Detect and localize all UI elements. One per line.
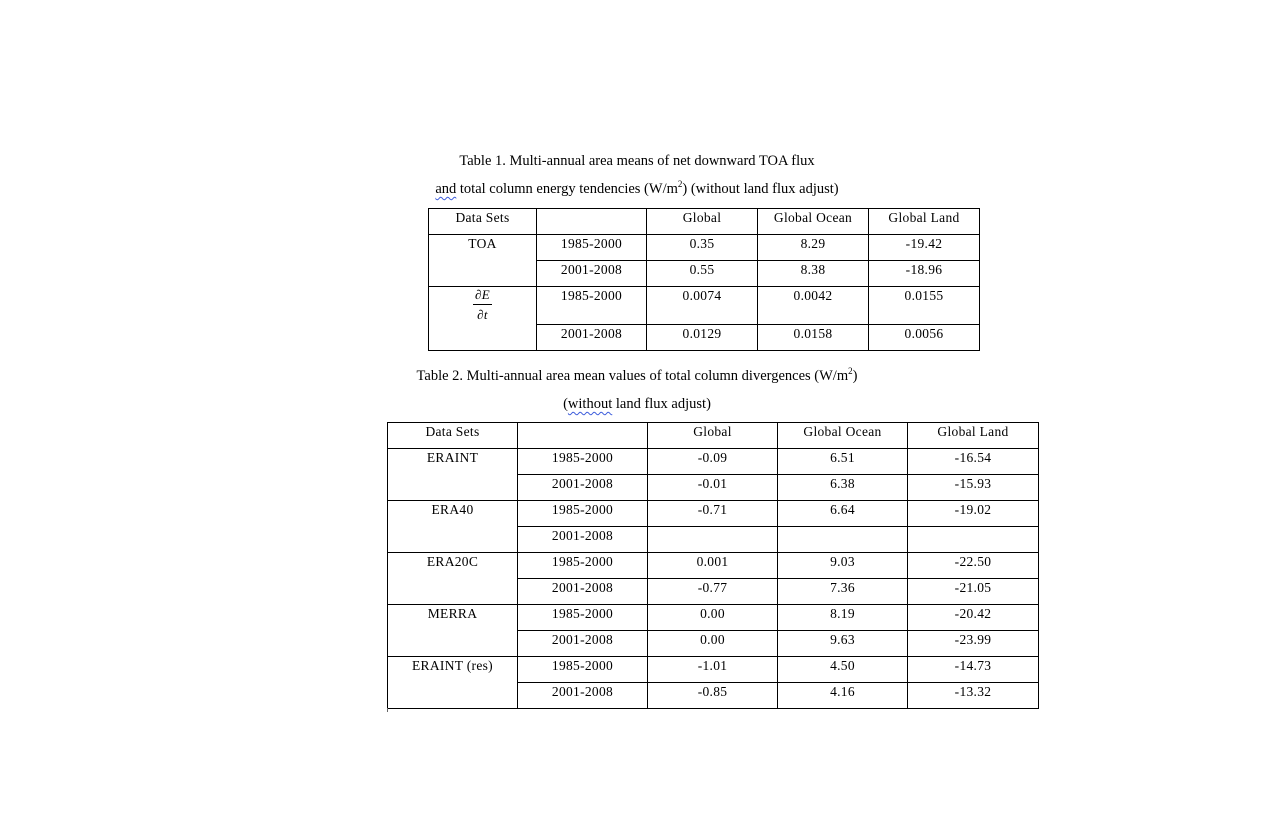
global-cell: -0.77 — [648, 579, 778, 605]
ocean-cell: 9.03 — [778, 553, 908, 579]
land-cell: -19.02 — [908, 501, 1039, 527]
table-row — [429, 261, 980, 287]
table-row — [429, 287, 980, 325]
period-cell: 2001-2008 — [518, 683, 648, 709]
dataset-name-cell-empty — [388, 683, 518, 709]
paragraph-mark — [387, 708, 388, 712]
land-cell: 0.0056 — [869, 324, 980, 350]
period-cell: 1985-2000 — [537, 235, 647, 261]
header-cell — [518, 423, 648, 449]
ocean-cell: 6.51 — [778, 449, 908, 475]
global-cell: -1.01 — [648, 657, 778, 683]
spellcheck-word[interactable]: without — [567, 396, 613, 412]
table-row — [429, 235, 980, 261]
table-row — [388, 449, 1039, 475]
ocean-cell: 8.19 — [778, 605, 908, 631]
ocean-cell: 4.16 — [778, 683, 908, 709]
table-row — [388, 527, 1039, 553]
dataset-name-cell-empty — [388, 475, 518, 501]
ocean-cell: 4.50 — [778, 657, 908, 683]
global-cell: 0.35 — [647, 235, 758, 261]
global-cell: -0.01 — [648, 475, 778, 501]
fraction-denominator: ∂t — [477, 307, 488, 322]
header-cell: Global — [648, 423, 778, 449]
table1-caption-text: Table 1. Multi-annual area means of net downward TOA flux — [459, 153, 815, 169]
table2-caption-text-rest: land flux adjust) — [612, 396, 711, 412]
table-row — [388, 553, 1039, 579]
superscript: 2 — [848, 366, 853, 376]
header-cell: Data Sets — [429, 209, 537, 235]
land-cell: -21.05 — [908, 579, 1039, 605]
global-cell: 0.00 — [648, 631, 778, 657]
table-row — [388, 579, 1039, 605]
dataset-name-cell: MERRA — [388, 605, 518, 631]
global-cell: 0.55 — [647, 261, 758, 287]
period-cell: 2001-2008 — [518, 631, 648, 657]
dataset-name-cell-empty — [429, 261, 537, 287]
period-cell: 2001-2008 — [537, 261, 647, 287]
land-cell: -16.54 — [908, 449, 1039, 475]
global-cell: 0.001 — [648, 553, 778, 579]
partial-derivative-fraction — [473, 287, 492, 323]
period-cell: 2001-2008 — [518, 527, 648, 553]
land-cell: -22.50 — [908, 553, 1039, 579]
global-cell — [648, 527, 778, 553]
dataset-name-cell: TOA — [429, 235, 537, 261]
ocean-cell: 7.36 — [778, 579, 908, 605]
land-cell: -18.96 — [869, 261, 980, 287]
derivative-cell — [429, 287, 537, 325]
table2-caption-paren: ( — [563, 396, 568, 412]
table1-caption-line1 — [0, 151, 1274, 171]
period-cell: 1985-2000 — [518, 553, 648, 579]
dataset-name-cell: ERAINT (res) — [388, 657, 518, 683]
table2-caption-line2 — [0, 394, 1274, 414]
table1 — [428, 208, 980, 351]
fraction-numerator: ∂E — [473, 287, 492, 305]
table2-caption-text-b: ) — [852, 368, 858, 384]
header-cell: Global — [647, 209, 758, 235]
land-cell: -14.73 — [908, 657, 1039, 683]
period-cell: 1985-2000 — [537, 287, 647, 325]
header-cell: Global Land — [869, 209, 980, 235]
table-row — [388, 657, 1039, 683]
land-cell: -13.32 — [908, 683, 1039, 709]
land-cell: -15.93 — [908, 475, 1039, 501]
dataset-name-cell-empty — [388, 631, 518, 657]
period-cell: 1985-2000 — [518, 605, 648, 631]
table-row — [388, 605, 1039, 631]
superscript: 2 — [677, 179, 683, 189]
period-cell: 1985-2000 — [518, 449, 648, 475]
land-cell: -19.42 — [869, 235, 980, 261]
period-cell: 2001-2008 — [537, 324, 647, 350]
spellcheck-word[interactable]: and — [435, 181, 457, 197]
period-cell: 2001-2008 — [518, 475, 648, 501]
header-cell: Global Ocean — [778, 423, 908, 449]
land-cell: -23.99 — [908, 631, 1039, 657]
table-header-row — [429, 209, 980, 235]
ocean-cell: 8.38 — [758, 261, 869, 287]
header-cell — [537, 209, 647, 235]
header-cell: Data Sets — [388, 423, 518, 449]
global-cell: -0.09 — [648, 449, 778, 475]
dataset-name-cell: ERA40 — [388, 501, 518, 527]
period-cell: 1985-2000 — [518, 657, 648, 683]
ocean-cell: 0.0158 — [758, 324, 869, 350]
table-row — [388, 501, 1039, 527]
land-cell — [908, 527, 1039, 553]
table2-caption-line1 — [0, 366, 1274, 386]
table2 — [387, 422, 1039, 709]
ocean-cell: 6.38 — [778, 475, 908, 501]
global-cell: -0.71 — [648, 501, 778, 527]
table-header-row — [388, 423, 1039, 449]
global-cell: -0.85 — [648, 683, 778, 709]
dataset-name-cell-empty — [388, 527, 518, 553]
dataset-name-cell: ERAINT — [388, 449, 518, 475]
header-cell: Global Ocean — [758, 209, 869, 235]
ocean-cell — [778, 527, 908, 553]
ocean-cell: 6.64 — [778, 501, 908, 527]
global-cell: 0.0074 — [647, 287, 758, 325]
dataset-name-cell-empty — [429, 324, 537, 350]
dataset-name-cell: ERA20C — [388, 553, 518, 579]
table-row — [429, 324, 980, 350]
table-row — [388, 475, 1039, 501]
table1-caption-text-a: total column energy tendencies (W/m — [456, 181, 678, 197]
table-row — [388, 683, 1039, 709]
ocean-cell: 0.0042 — [758, 287, 869, 325]
table-row — [388, 631, 1039, 657]
dataset-name-cell-empty — [388, 579, 518, 605]
table2-caption-text-a: Table 2. Multi-annual area mean values of total column divergences (W/m — [416, 368, 849, 384]
land-cell: -20.42 — [908, 605, 1039, 631]
header-cell: Global Land — [908, 423, 1039, 449]
table1-caption-line2 — [0, 179, 1274, 199]
global-cell: 0.00 — [648, 605, 778, 631]
ocean-cell: 8.29 — [758, 235, 869, 261]
period-cell: 2001-2008 — [518, 579, 648, 605]
global-cell: 0.0129 — [647, 324, 758, 350]
ocean-cell: 9.63 — [778, 631, 908, 657]
land-cell: 0.0155 — [869, 287, 980, 325]
period-cell: 1985-2000 — [518, 501, 648, 527]
table1-caption-text-b: ) (without land flux adjust) — [682, 181, 839, 197]
